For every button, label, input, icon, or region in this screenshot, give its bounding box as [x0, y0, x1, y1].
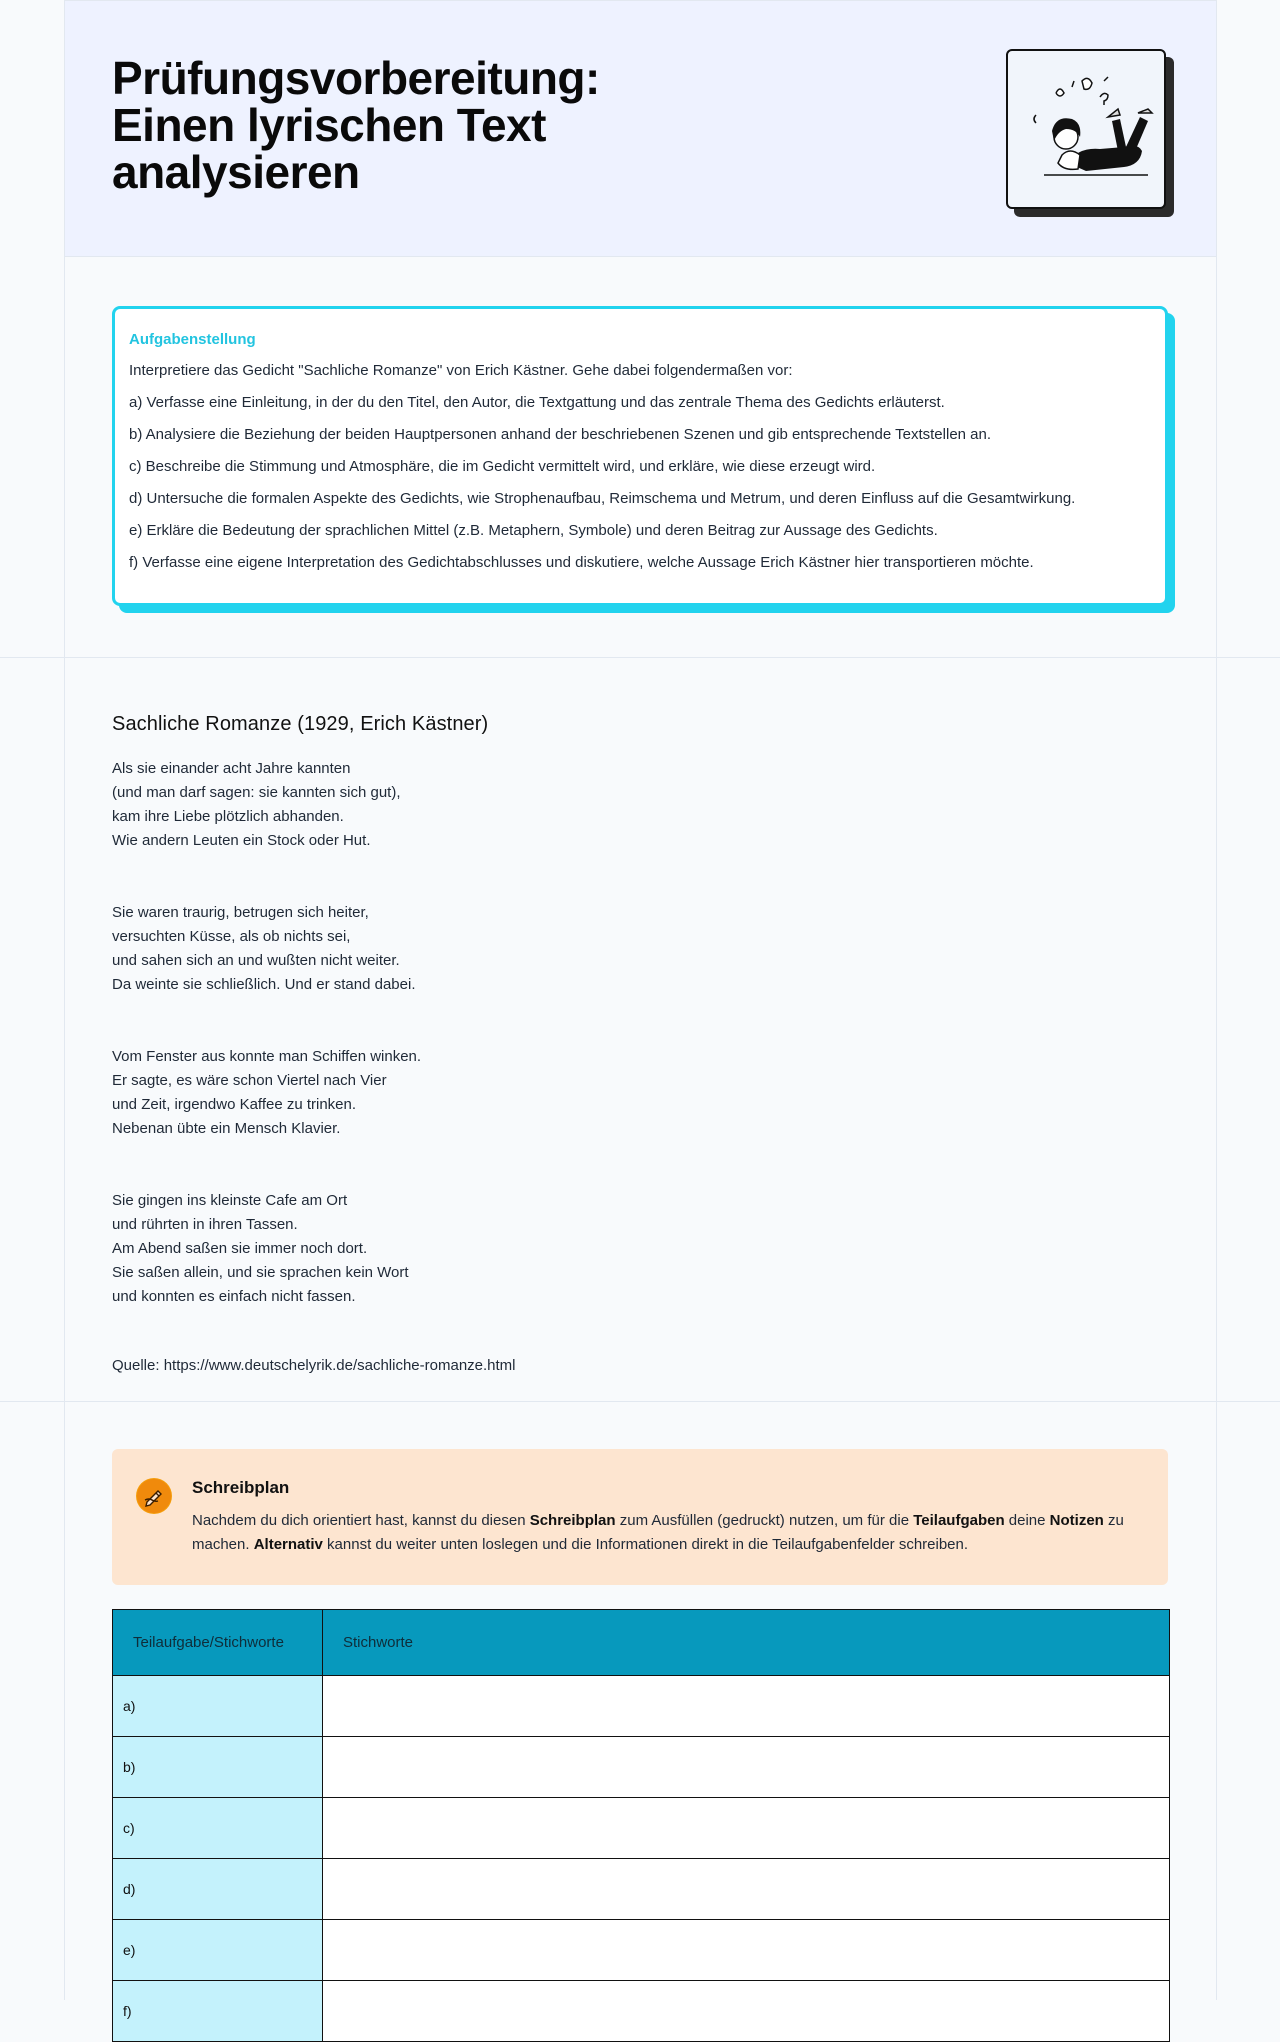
poem-line: und konnten es einfach nicht fassen. — [112, 1288, 356, 1305]
title-line: Prüfungsvorbereitung: — [112, 52, 600, 104]
table-notes-cell[interactable] — [323, 1981, 1170, 2042]
page-title — [112, 52, 672, 198]
title-line: analysieren — [112, 146, 360, 198]
writing-hand-icon — [136, 1478, 172, 1514]
plan-text-part: zu machen. — [192, 1512, 1124, 1553]
poem-line: Am Abend saßen sie immer noch dort. — [112, 1240, 368, 1257]
plan-text-part: deine — [1004, 1512, 1050, 1529]
poem-stanza — [112, 757, 812, 853]
section-divider — [0, 657, 1280, 658]
poem-stanza — [112, 1045, 812, 1141]
writing-plan-table — [112, 1609, 1170, 2042]
poem-line: versuchten Küsse, als ob nichts sei, — [112, 928, 351, 945]
writing-plan-title: Schreibplan — [192, 1478, 290, 1497]
table-row — [113, 1676, 1170, 1737]
table-row-label: f) — [113, 1981, 323, 2042]
writing-plan-text — [192, 1509, 1142, 1557]
table-row-label: c) — [113, 1798, 323, 1859]
table-row — [113, 1737, 1170, 1798]
page-guide-left — [64, 0, 65, 2000]
plan-bold-part: Notizen — [1049, 1512, 1104, 1529]
poem-line: und Zeit, irgendwo Kaffee zu trinken. — [112, 1096, 357, 1113]
plan-bold-part: Alternativ — [253, 1536, 323, 1553]
table-notes-cell[interactable] — [323, 1798, 1170, 1859]
section-divider — [0, 1401, 1280, 1402]
task-box — [112, 306, 1168, 606]
thinking-woman-icon — [1006, 49, 1166, 209]
task-item: d) Untersuche die formalen Aspekte des Gedichts, wie Strophenaufbau, Reimschema und Metrum, und deren Einfluss auf die Gesamtwirkung. — [129, 490, 1076, 507]
poem-line: Nebenan übte ein Mensch Klavier. — [112, 1120, 341, 1137]
poem-line: Sie saßen allein, und sie sprachen kein Wort — [112, 1264, 409, 1281]
poem-stanza — [112, 901, 812, 997]
table-notes-cell[interactable] — [323, 1676, 1170, 1737]
header-illustration — [1006, 49, 1168, 211]
page-header — [65, 0, 1216, 257]
writing-plan-info — [112, 1449, 1168, 1585]
table-notes-cell[interactable] — [323, 1859, 1170, 1920]
task-item: f) Verfasse eine eigene Interpretation des Gedichtabschlusses und diskutiere, welche Aussage Erich Kästner hier transportieren möchte. — [129, 554, 1034, 571]
table-row — [113, 1920, 1170, 1981]
poem-line: kam ihre Liebe plötzlich abhanden. — [112, 808, 344, 825]
table-row-label: b) — [113, 1737, 323, 1798]
poem-line: (und man darf sagen: sie kannten sich gut), — [112, 784, 401, 801]
plan-text-part: zum Ausfüllen (gedruckt) nutzen, um für die — [615, 1512, 914, 1529]
plan-text-part: kannst du weiter unten loslegen und die Informationen direkt in die Teilaufgabenfelder schreiben. — [322, 1536, 969, 1553]
poem-line: Er sagte, es wäre schon Viertel nach Vier — [112, 1072, 387, 1089]
plan-bold-part: Teilaufgaben — [913, 1512, 1005, 1529]
table-row — [113, 1981, 1170, 2042]
table-row-label: a) — [113, 1676, 323, 1737]
plan-text-part: Nachdem du dich orientiert hast, kannst du diesen — [192, 1512, 530, 1529]
poem-line: Vom Fenster aus konnte man Schiffen winken. — [112, 1048, 422, 1065]
table-header-row — [113, 1610, 1170, 1676]
poem-line: Als sie einander acht Jahre kannten — [112, 760, 351, 777]
task-item: c) Beschreibe die Stimmung und Atmosphäre, die im Gedicht vermittelt wird, und erkläre, wie diese erzeugt wird. — [129, 458, 876, 475]
task-intro: Interpretiere das Gedicht "Sachliche Romanze" von Erich Kästner. Gehe dabei folgendermaßen vor: — [129, 362, 793, 379]
table-header-keywords: Stichworte — [323, 1610, 1170, 1676]
poem-line: Sie waren traurig, betrugen sich heiter, — [112, 904, 369, 921]
table-row-label: d) — [113, 1859, 323, 1920]
poem-stanza — [112, 1189, 812, 1309]
task-item: e) Erkläre die Bedeutung der sprachlichen Mittel (z.B. Metaphern, Symbole) und deren Beitrag zur Aussage des Gedichts. — [129, 522, 938, 539]
table-row — [113, 1859, 1170, 1920]
poem-source: Quelle: https://www.deutschelyrik.de/sachliche-romanze.html — [112, 1357, 516, 1374]
table-row — [113, 1798, 1170, 1859]
poem-line: Da weinte sie schließlich. Und er stand dabei. — [112, 976, 416, 993]
table-notes-cell[interactable] — [323, 1920, 1170, 1981]
poem-line: Sie gingen ins kleinste Cafe am Ort — [112, 1192, 348, 1209]
table-row-label: e) — [113, 1920, 323, 1981]
title-line: Einen lyrischen Text — [112, 99, 546, 151]
poem-section — [112, 713, 812, 1375]
poem-line: und rührten in ihren Tassen. — [112, 1216, 298, 1233]
poem-line: und sahen sich an und wußten nicht weiter. — [112, 952, 400, 969]
task-item: b) Analysiere die Beziehung der beiden Hauptpersonen anhand der beschriebenen Szenen und gib entsprechende Textstellen an. — [129, 426, 992, 443]
table-notes-cell[interactable] — [323, 1737, 1170, 1798]
poem-line: Wie andern Leuten ein Stock oder Hut. — [112, 832, 371, 849]
task-content — [112, 306, 1168, 606]
poem-title: Sachliche Romanze (1929, Erich Kästner) — [112, 713, 489, 735]
task-item: a) Verfasse eine Einleitung, in der du den Titel, den Autor, die Textgattung und das zentrale Thema des Gedichts erläuterst. — [129, 394, 945, 411]
page-guide-right — [1216, 0, 1217, 2000]
table-header-subtask: Teilaufgabe/Stichworte — [113, 1610, 323, 1676]
task-heading: Aufgabenstellung — [129, 331, 256, 348]
plan-bold-part: Schreibplan — [529, 1512, 616, 1529]
